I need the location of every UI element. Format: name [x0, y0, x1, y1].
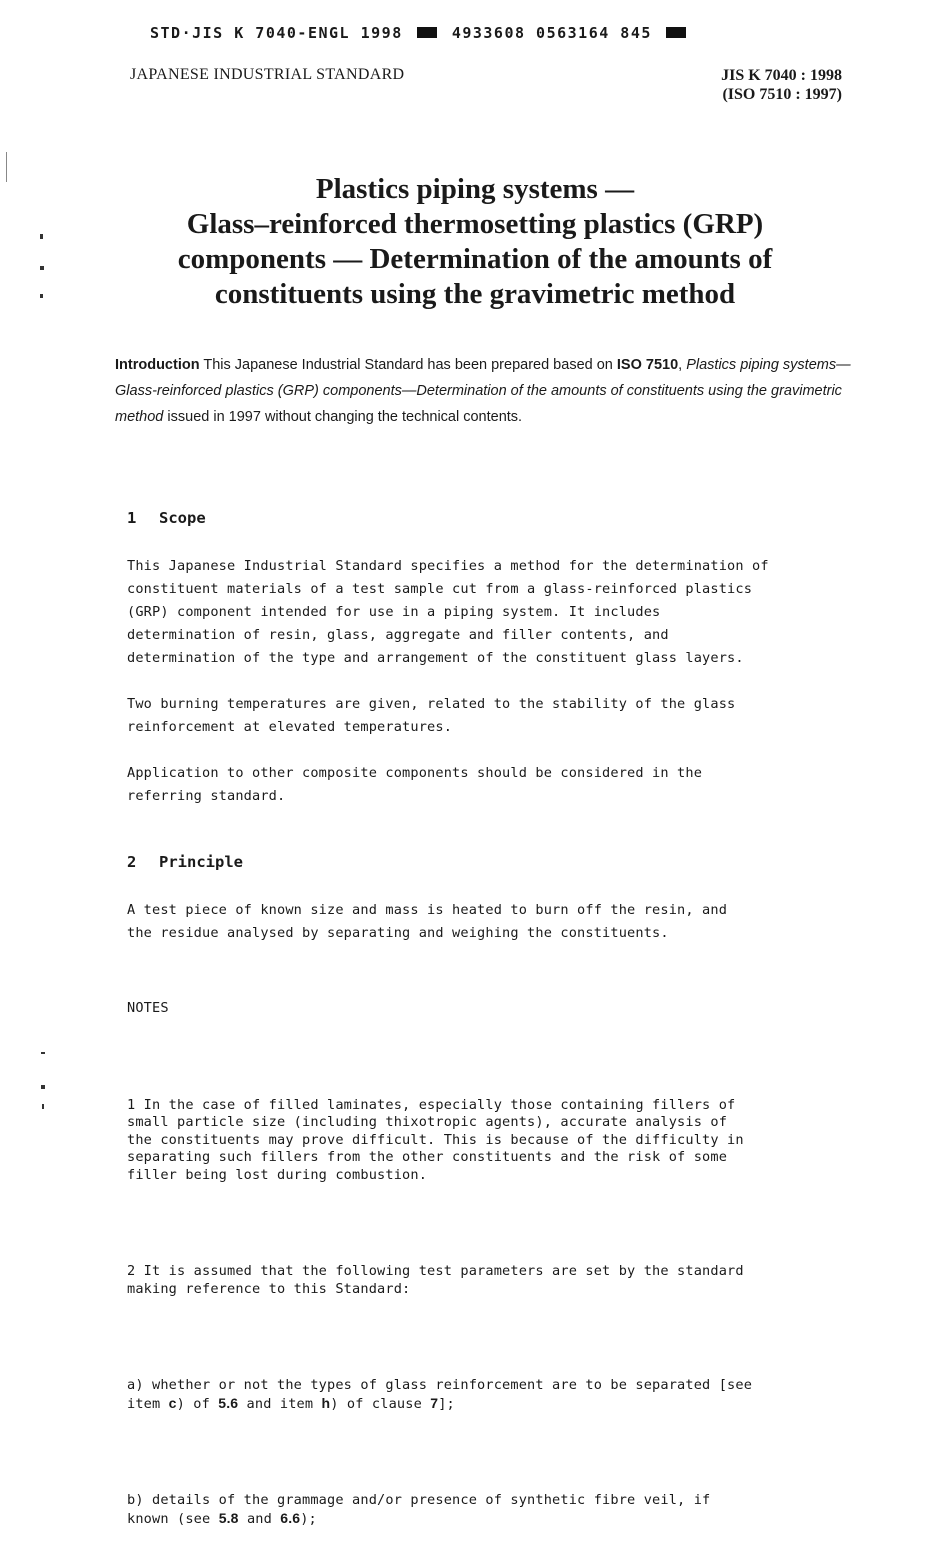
title-line: Plastics piping systems — [315, 173, 635, 205]
section-number: 2 [127, 853, 137, 871]
scope-paragraph: This Japanese Industrial Standard specifies a method for the determination of constituent materials of a test sample cut from a glass-reinforced plastics (GRP) component intended for use in a piping system. It includes determination of resin, glass, aggregate and filler contents, and determination of the type and arrangement of the constituent glass layers. [127, 558, 769, 666]
iso-title: Plastics piping systems—Glass-reinforced plastics (GRP) components—Determination of the amounts of constituents using the gravimetric method [115, 357, 851, 425]
notes-label: NOTES [127, 1000, 169, 1016]
title-line: constituents using the gravimetric method [214, 278, 736, 310]
cross-reference: 5.8 [218, 1509, 239, 1526]
standard-number-block [721, 66, 842, 104]
scan-speck [42, 1104, 44, 1109]
scope-paragraph: Two burning temperatures are given, related to the stability of the glass reinforcement at elevated temperatures. [127, 696, 736, 735]
cross-reference: 7 [430, 1394, 439, 1411]
intro-label: Introduction [115, 357, 200, 373]
barcode-number: 4933608 0563164 845 [451, 24, 652, 42]
scan-speck [40, 294, 43, 298]
redaction-block [666, 27, 686, 38]
section-title: Scope [159, 509, 206, 527]
scan-speck [41, 1052, 45, 1054]
scan-speck [40, 266, 44, 270]
cross-reference: h [321, 1394, 331, 1411]
principle-paragraph: A test piece of known size and mass is heated to burn off the resin, and the residue analysed by separating and weighing the constituents. [127, 902, 728, 941]
notes-block [127, 965, 857, 1563]
section-title: Principle [159, 853, 243, 871]
scan-speck [41, 1085, 45, 1089]
scan-fold-line [6, 152, 7, 182]
note-1: 1 In the case of filled laminates, especially those containing fillers of small particle size (including thixotropic agents), accurate analysis of the constituents may prove difficult. This is because of the difficulty in separating such fillers from the other constituents and the risk of some filler being lost during combustion. [127, 1096, 744, 1183]
cross-reference: c [168, 1394, 177, 1411]
introduction-paragraph [115, 352, 855, 430]
document-id: STD·JIS K 7040-ENGL 1998 [150, 24, 403, 42]
section-number: 1 [127, 509, 137, 527]
standard-name: JAPANESE INDUSTRIAL STANDARD [130, 66, 405, 83]
iso-number: (ISO 7510 : 1997) [722, 86, 842, 103]
title-line: Glass–reinforced thermosetting plastics (GRP) [186, 208, 764, 240]
cross-reference: 5.6 [218, 1394, 239, 1411]
iso-reference: ISO 7510 [616, 357, 679, 373]
scan-speck [40, 234, 43, 239]
title-line: components — Determination of the amounts of [177, 243, 773, 275]
intro-text: This Japanese Industrial Standard has been prepared based on [199, 357, 617, 373]
document-id-line [150, 24, 770, 42]
document-title [120, 172, 830, 312]
note-2: 2 It is assumed that the following test parameters are set by the standard making reference to this Standard: [127, 1263, 744, 1297]
jis-number: JIS K 7040 : 1998 [721, 67, 842, 84]
intro-text: , [678, 357, 687, 373]
scope-paragraph: Application to other composite components should be considered in the referring standard. [127, 765, 703, 804]
note-item-a: a) whether or not the types of glass reinforcement are to be separated [see item c) of 5.6 and item h) of clause 7]; [127, 1377, 753, 1412]
cross-reference: 6.6 [280, 1509, 301, 1526]
section-heading-principle [127, 853, 243, 871]
intro-text: issued in 1997 without changing the technical contents. [163, 409, 523, 425]
section-heading-scope [127, 509, 206, 527]
redaction-block [417, 27, 437, 38]
note-item-b: b) details of the grammage and/or presence of synthetic fibre veil, if known (see 5.8 and 6.6); [127, 1492, 711, 1527]
